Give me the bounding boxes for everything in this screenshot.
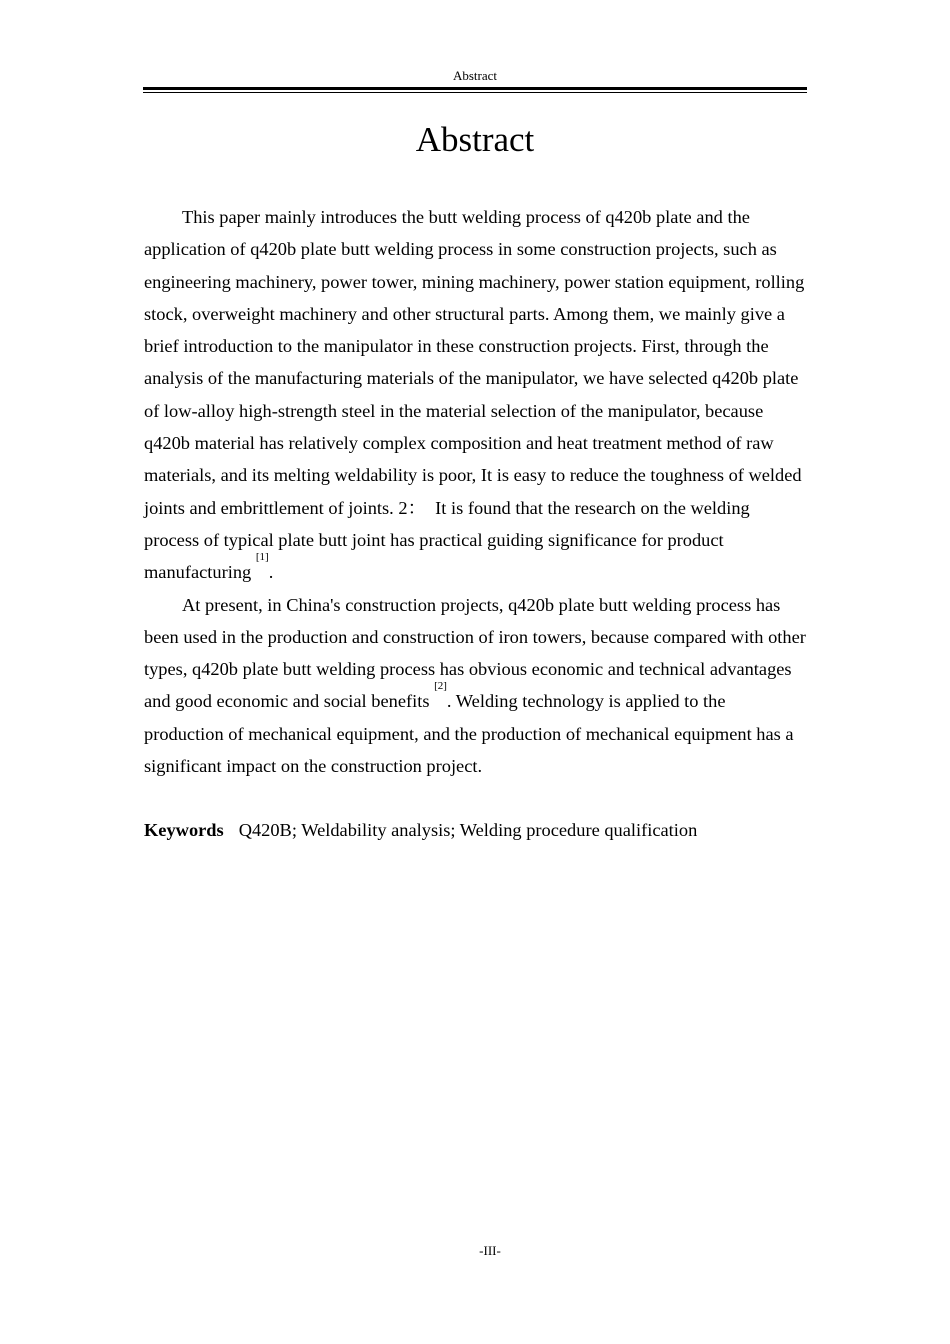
abstract-paragraph-1 bbox=[144, 201, 808, 589]
keywords-value: Q420B; Weldability analysis; Welding procedure qualification bbox=[238, 820, 698, 840]
page-title: Abstract bbox=[415, 120, 535, 159]
running-header: Abstract bbox=[452, 68, 498, 83]
keywords-label: Keywords bbox=[144, 820, 224, 840]
paragraph-2-tail: . Welding technology is applied to the production of mechanical equipment, and the production of mechanical equipment has a significant impact on the construction project. bbox=[144, 691, 794, 777]
paragraph-1-tail: . bbox=[268, 562, 274, 583]
citation-1: [1] bbox=[255, 551, 269, 564]
abstract-body bbox=[144, 201, 808, 782]
citation-2: [2] bbox=[434, 680, 447, 693]
keywords-line bbox=[144, 814, 808, 846]
abstract-paragraph-2 bbox=[144, 589, 808, 783]
header-rule-thin bbox=[143, 92, 807, 93]
paragraph-2-text: At present, in China's construction projects, q420b plate butt welding process has been used in the production and construction of iron towers, because compared with other types, q420b plate butt welding process has obvious economic and technical advantages and good economic and social benefits bbox=[144, 594, 806, 712]
page-number: -III- bbox=[479, 1243, 501, 1258]
paragraph-1-text: This paper mainly introduces the butt welding process of q420b plate and the application of q420b plate butt welding process in some construction projects, such as engineering machinery, power tower, mining machinery, power station equipment, rolling stock, overweight machinery and other structural parts. Among them, we mainly give a brief introduction to the manipulator in these construction projects. First, through the analysis of the manufacturing materials of the manipulator, we have selected q420b plate of low-alloy high-strength steel in the material selection of the manipulator, because q420b material has relatively complex composition and heat treatment method of raw materials, and its melting weldability is poor, It is easy to reduce the toughness of welded joints and embrittlement of joints. 2： It is found that the research on the welding process of typical plate butt joint has practical guiding significance for product manufacturing bbox=[144, 207, 805, 583]
header-rule-thick bbox=[143, 87, 807, 90]
